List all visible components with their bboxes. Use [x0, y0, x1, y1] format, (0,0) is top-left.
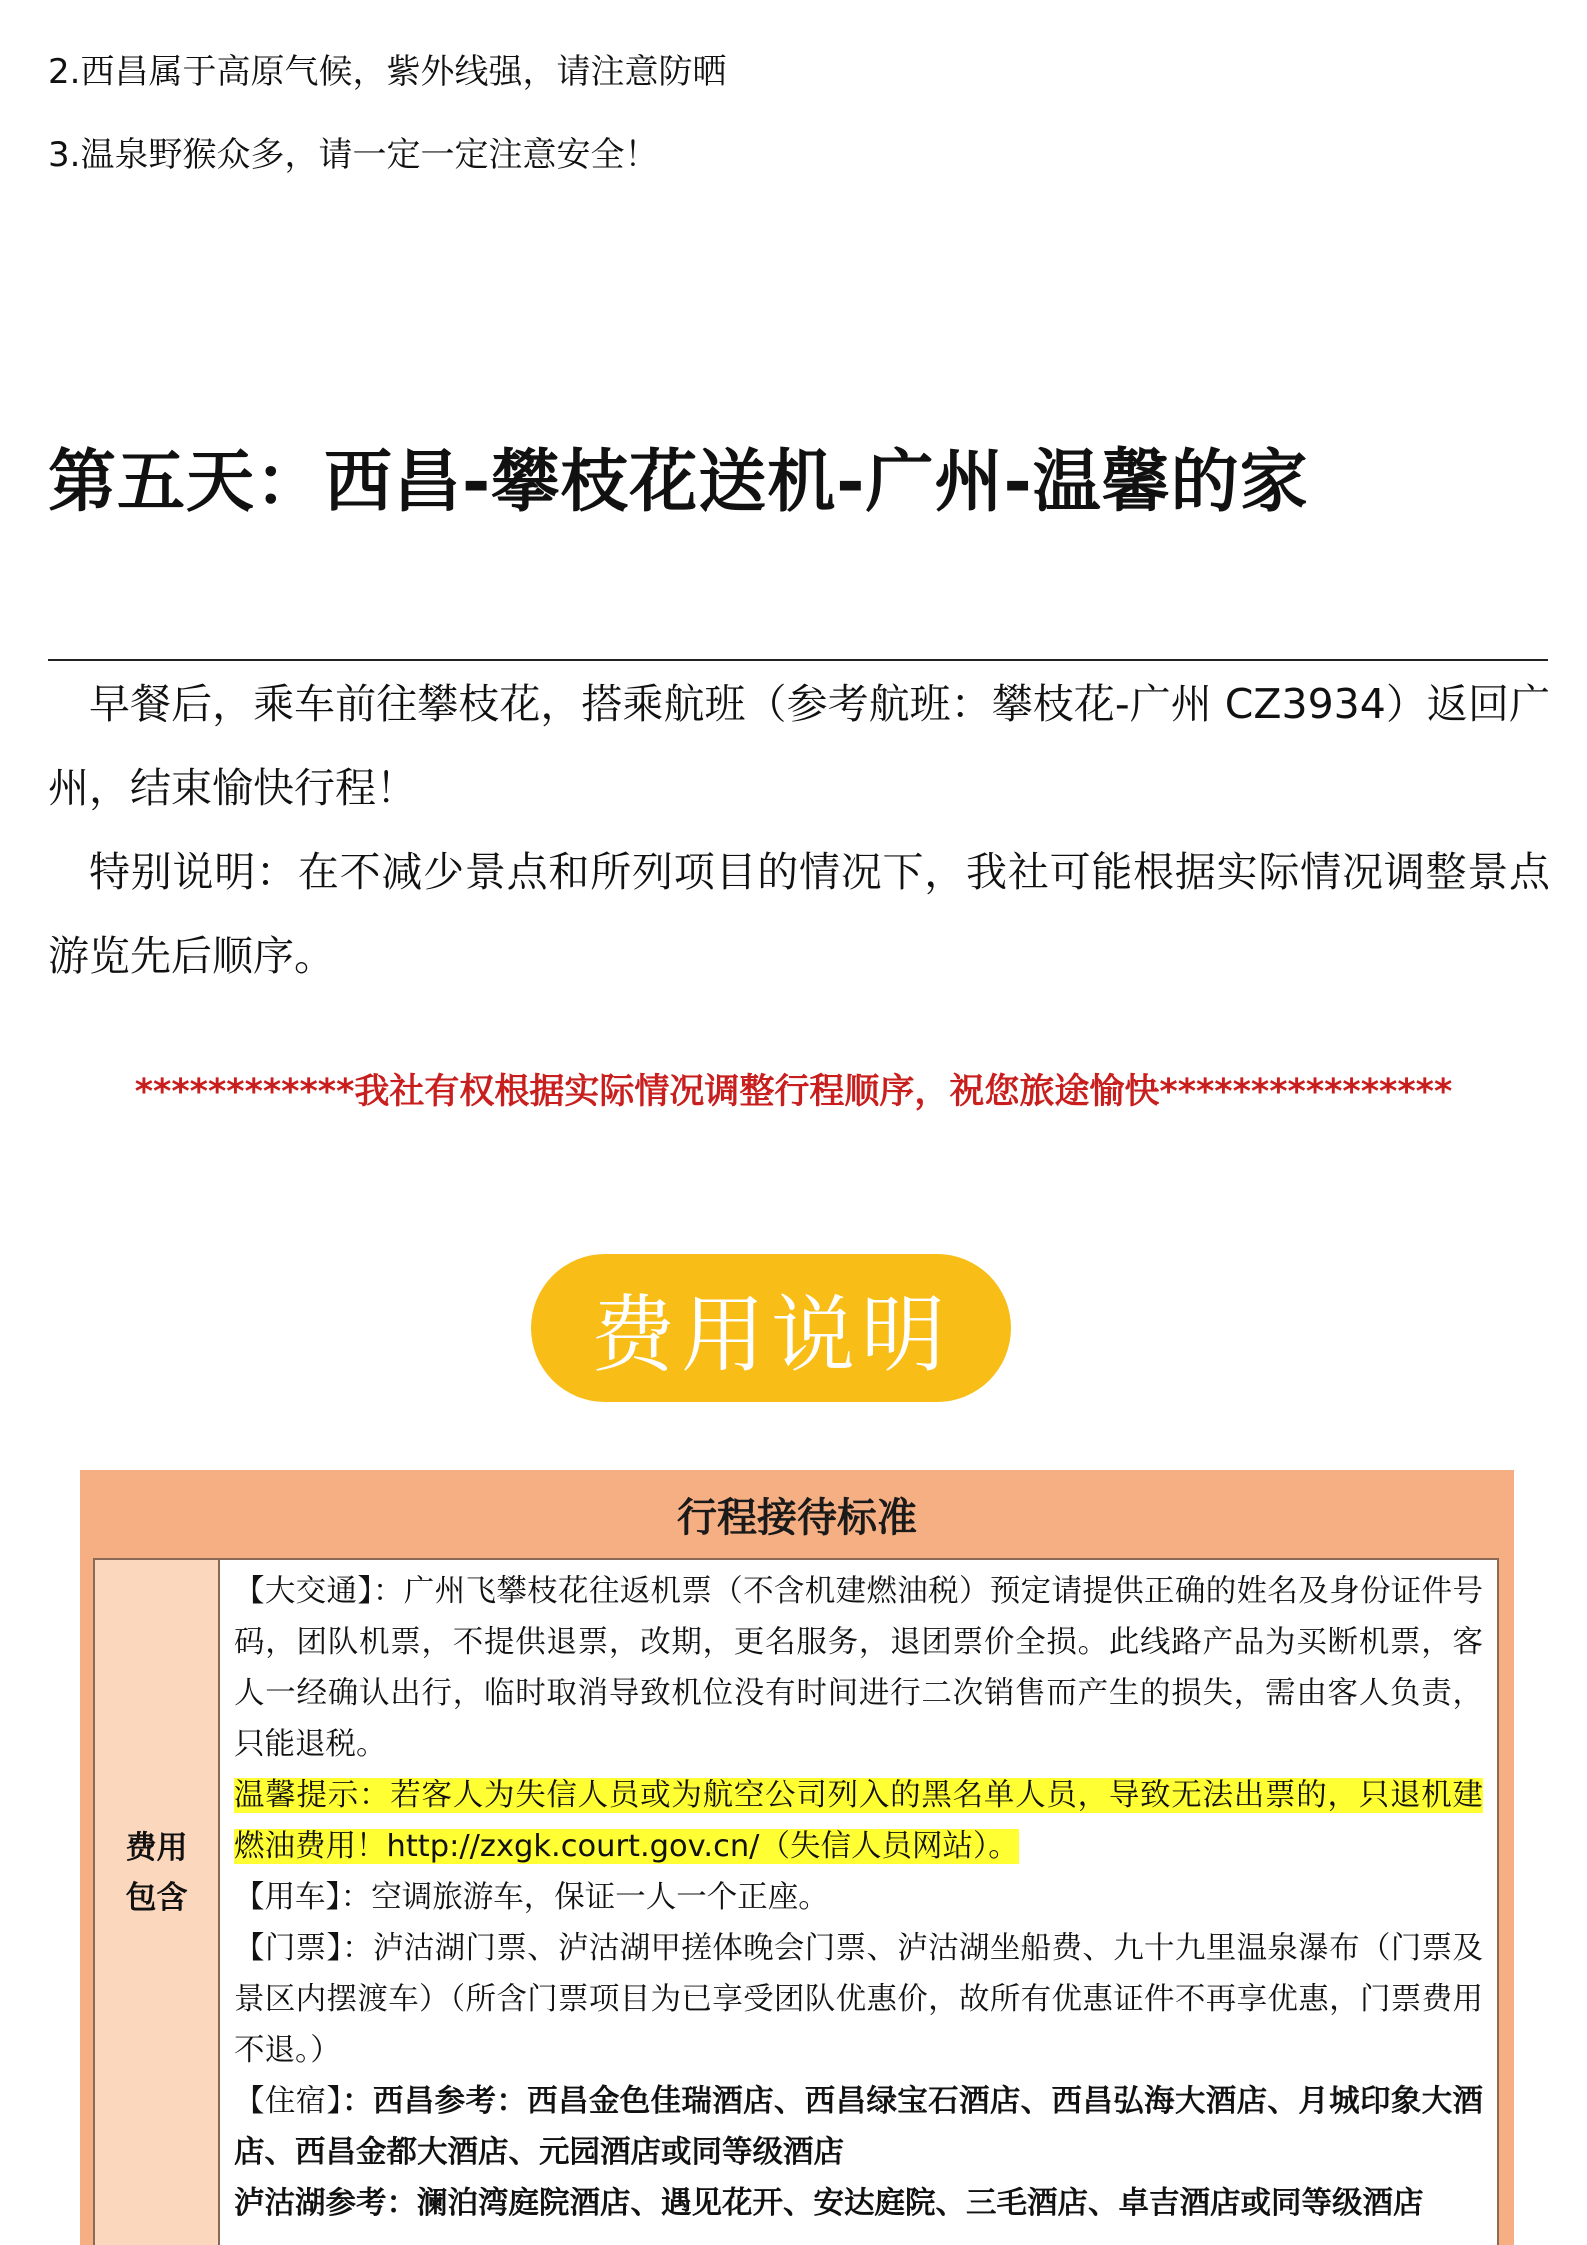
fee-section-banner — [531, 1254, 1011, 1402]
travel-note-2: 2.西昌属于高原气候，紫外线强，请注意防晒 — [48, 52, 727, 92]
table-row — [93, 1558, 1499, 2245]
hotel-text: ：西昌参考：西昌金色佳瑞酒店、西昌绿宝石酒店、西昌弘海大酒店、月城印象大酒店、西昌金都大酒店、元园酒店或同等级酒店 — [234, 2084, 1483, 2170]
day5-itinerary-paragraph: 早餐后，乘车前往攀枝花，搭乘航班（参考航班：攀枝花-广州 CZ3934）返回广州，结束愉快行程！ — [48, 680, 1550, 812]
hotel-label: 【住宿】 — [234, 2084, 343, 2119]
ticket-item — [234, 1923, 1483, 2076]
ticket-text: ：泸沽湖门票、泸沽湖甲搓体晚会门票、泸沽湖坐船费、九十九里温泉瀑布（门票及景区内摆渡车）（所含门票项目为已享受团队优惠价，故所有优惠证件不再享优惠，门票费用不退。） — [234, 1931, 1483, 2068]
row-content-cell — [220, 1560, 1497, 2245]
transport-item — [234, 1566, 1483, 1770]
vehicle-text: ：空调旅游车，保证一人一个正座。 — [340, 1880, 829, 1915]
hotel-item — [234, 2076, 1483, 2178]
transport-label: 【大交通】 — [234, 1574, 373, 1609]
adjustment-notice: ************我社有权根据实际情况调整行程顺序，祝您旅途愉快**************** — [134, 1072, 1453, 1112]
vehicle-item — [234, 1872, 1483, 1923]
special-note-paragraph: 特别说明：在不减少景点和所列项目的情况下，我社可能根据实际情况调整景点游览先后顺序。 — [48, 848, 1550, 980]
vehicle-label: 【用车】 — [234, 1880, 341, 1915]
warm-tip — [234, 1770, 1483, 1872]
row-label-cell — [95, 1560, 220, 2245]
lugu-hotel-item: 泸沽湖参考：澜泊湾庭院酒店、遇见花开、安达庭院、三毛酒店、卓吉酒店或同等级酒店 — [234, 2186, 1424, 2221]
warm-tip-text: 温馨提示：若客人为失信人员或为航空公司列入的黑名单人员，导致无法出票的，只退机建燃油费用！http://zxgk.court.gov.cn/（失信人员网站）。 — [234, 1778, 1483, 1864]
fee-section-title: 费用说明 — [590, 1285, 951, 1384]
ticket-label: 【门票】 — [234, 1931, 343, 1966]
travel-note-3: 3.温泉野猴众多，请一定一定注意安全！ — [48, 135, 659, 175]
transport-text: ：广州飞攀枝花往返机票（不含机建燃油税）预定请提供正确的姓名及身份证件号码，团队机票，不提供退票，改期，更名服务，退团票价全损。此线路产品为买断机票，客人一经确认出行，临时取消导致机位没有时间进行二次销售而产生的损失，需由客人负责，只能退税。 — [234, 1574, 1483, 1762]
reception-standard-table — [80, 1470, 1514, 2245]
table-header: 行程接待标准 — [677, 1494, 917, 1541]
divider-line — [48, 659, 1548, 661]
day5-title: 第五天：西昌-攀枝花送机-广州-温馨的家 — [48, 443, 1309, 522]
row-label: 费用包含 — [125, 1829, 188, 1916]
